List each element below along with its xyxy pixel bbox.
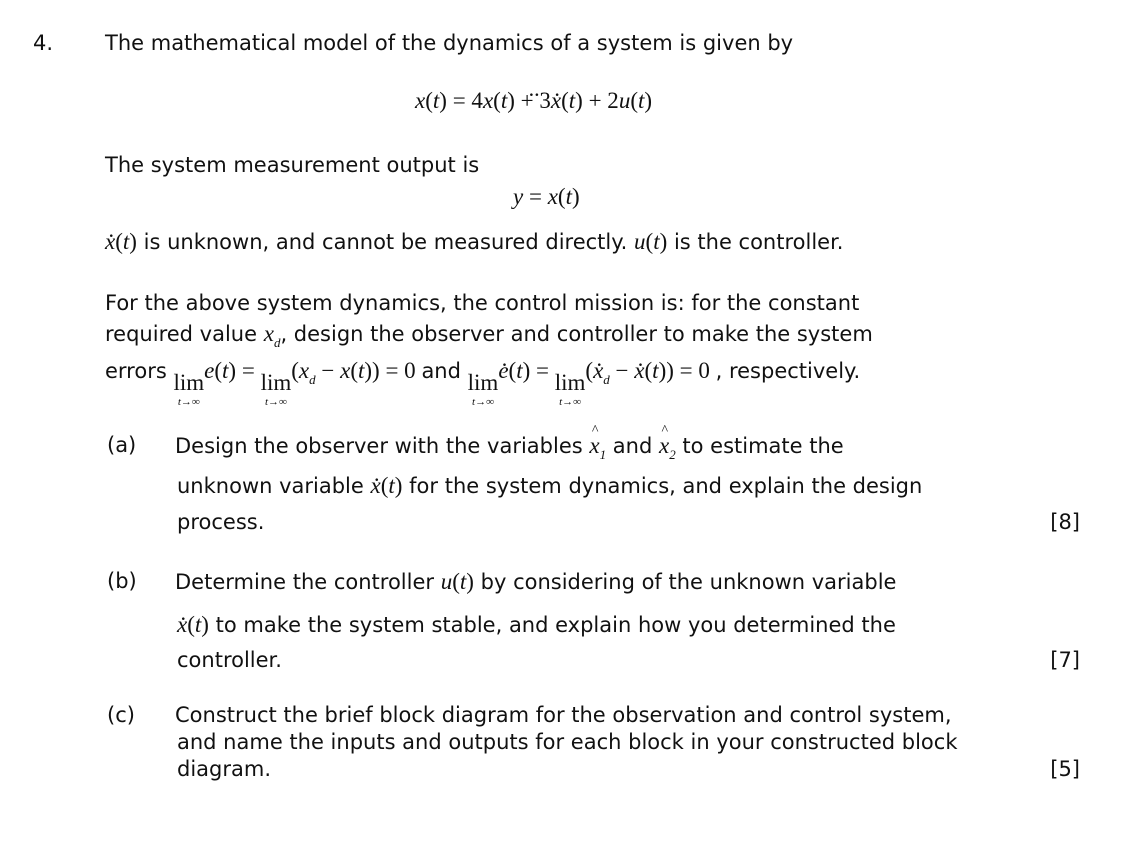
dynamics-equation: x ..(t) = 4x(t) + 3x .(t) + 2u(t) (415, 88, 652, 114)
part-c-line-2: and name the inputs and outputs for each block in your constructed block (177, 730, 958, 754)
part-c-line-1: Construct the brief block diagram for the observation and control system, (175, 703, 952, 727)
part-b-line-3: controller. (177, 648, 282, 672)
part-a-line-1: Design the observer with the variables x $\^{}_1$ and x $\^{}_2$ to estimate the (175, 433, 844, 459)
question-intro: The mathematical model of the dynamics of a system is given by (105, 31, 794, 55)
mission-line-1: For the above system dynamics, the control mission is: for the constant (105, 291, 860, 315)
unknown-line: x .(t) is unknown, and cannot be measured directly. u(t) is the controller. (105, 229, 843, 255)
mission-line-2: required value $x_d$, design the observer and controller to make the system (105, 321, 873, 350)
part-b-marks: [7] (1050, 648, 1080, 672)
part-c-line-3: diagram. (177, 757, 271, 781)
output-intro: The system measurement output is (105, 153, 480, 177)
part-c-label: (c) (107, 703, 135, 727)
part-b-line-2: x .(t) to make the system stable, and explain how you determined the (177, 612, 896, 638)
part-a-label: (a) (107, 433, 137, 457)
question-number: 4. (33, 31, 54, 55)
part-b-label: (b) (107, 569, 137, 593)
output-equation: y = x(t) (513, 184, 580, 209)
part-a-line-2: unknown variable x .(t) for the system dynamics, and explain the design (177, 473, 922, 499)
part-c-marks: [5] (1050, 757, 1080, 781)
part-a-line-3: process. (177, 510, 265, 534)
part-b-line-1: Determine the controller u(t) by considering of the unknown variable (175, 569, 897, 594)
part-a-marks: [8] (1050, 510, 1080, 534)
mission-line-3: errors lim t→∞ e(t) = lim t→∞ $(x_d - x(t)) = 0$ and lim t→∞ e .(t) = lim t→∞ (x $._d - x$ .(t)) = 0 , respectively. (105, 358, 860, 408)
